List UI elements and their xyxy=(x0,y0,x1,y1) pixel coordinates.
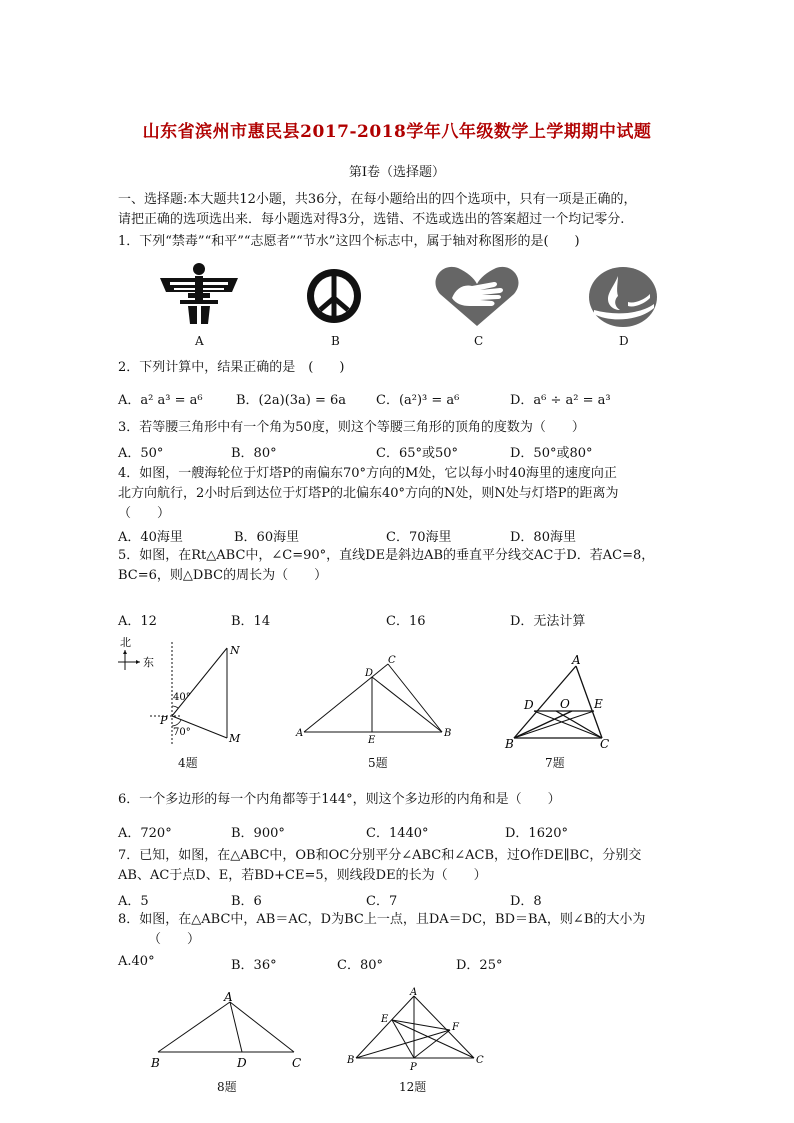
q5-option-a: A．12 xyxy=(118,614,157,629)
logo-peace-icon xyxy=(306,268,362,324)
q7-option-c: C．7 xyxy=(366,894,398,909)
figure-5-diagram xyxy=(296,652,456,744)
figure-4-caption: 4题 xyxy=(178,756,198,770)
figure-4-diagram xyxy=(112,634,252,746)
figure-12-diagram xyxy=(342,986,488,1074)
fig12-point-b: B xyxy=(347,1055,355,1066)
fig5-point-a: A xyxy=(296,728,304,739)
q7-option-d: D．8 xyxy=(510,894,542,909)
fig4-point-p: P xyxy=(160,714,168,727)
logo-anti-drug-icon xyxy=(158,262,240,328)
q4-line-3: （ ） xyxy=(118,506,171,521)
q4-option-b: B．60海里 xyxy=(234,530,300,545)
q6-option-a: A．720° xyxy=(118,826,172,841)
logo-label-a: A xyxy=(195,334,204,348)
logo-volunteer-icon xyxy=(434,264,520,328)
fig5-point-b: B xyxy=(444,728,452,739)
q2-option-c: C．(a²)³ = a⁶ xyxy=(376,393,460,408)
q5-option-c: C．16 xyxy=(386,614,426,629)
fig7-point-c: C xyxy=(600,737,610,751)
q4-line-2: 北方向航行，2小时后到达位于灯塔P的北偏东40°方向的N处，则N处与灯塔P的距离为 xyxy=(118,486,619,501)
figure-7-caption: 7题 xyxy=(545,756,565,770)
figure-8-caption: 8题 xyxy=(217,1080,237,1094)
q2-option-d: D．a⁶ ÷ a² = a³ xyxy=(510,393,611,408)
q4-option-a: A．40海里 xyxy=(118,530,183,545)
q2-option-b: B．(2a)(3a) = 6a xyxy=(236,393,347,408)
q5-line-2: BC=6，则△DBC的周长为（ ） xyxy=(118,568,328,583)
q7-line-2: AB、AC于点D、E，若BD+CE=5，则线段DE的长为（ ） xyxy=(118,868,487,883)
fig12-point-p: P xyxy=(410,1062,417,1073)
fig4-angle-40: 40° xyxy=(173,692,191,703)
fig12-point-c: C xyxy=(476,1055,484,1066)
fig7-point-o: O xyxy=(560,697,570,711)
logo-label-b: B xyxy=(331,334,340,348)
q6-option-c: C．1440° xyxy=(366,826,429,841)
q6-text: 6．一个多边形的每一个内角都等于144°，则这个多边形的内角和是（ ） xyxy=(118,792,561,807)
logo-water-saving-icon xyxy=(588,266,658,328)
figure-7-diagram xyxy=(502,652,620,750)
q4-line-1: 4．如图，一艘海轮位于灯塔P的南偏东70°方向的M处，它以每小时40海里的速度向正 xyxy=(118,466,617,481)
fig12-point-a: A xyxy=(410,987,418,998)
q3-option-c: C．65°或50° xyxy=(376,446,459,461)
figure-12-caption: 12题 xyxy=(399,1080,427,1094)
q3-option-b: B．80° xyxy=(231,446,277,461)
q8-option-d: D．25° xyxy=(456,958,503,973)
part-heading: 第Ⅰ卷（选择题） xyxy=(348,165,446,180)
fig12-point-e: E xyxy=(381,1014,389,1025)
fig5-point-d: D xyxy=(365,668,374,679)
page-title: 山东省滨州市惠民县2017-2018学年八年级数学上学期期中试题 xyxy=(142,122,652,142)
logo-label-d: D xyxy=(619,334,629,348)
fig4-point-m: M xyxy=(229,732,241,745)
q4-option-c: C．70海里 xyxy=(386,530,452,545)
q8-option-a: A.40° xyxy=(118,954,155,969)
q4-option-d: D．80海里 xyxy=(510,530,576,545)
figure-5-caption: 5题 xyxy=(368,756,388,770)
q7-line-1: 7．已知，如图，在△ABC中，OB和OC分别平分∠ABC和∠ACB，过O作DE∥BC，分别交 xyxy=(118,848,642,863)
fig5-point-c: C xyxy=(388,655,396,666)
fig12-point-f: F xyxy=(452,1022,459,1033)
fig4-angle-70: 70° xyxy=(173,727,191,738)
fig7-point-b: B xyxy=(505,737,514,751)
q3-option-d: D．50°或80° xyxy=(510,446,593,461)
fig8-point-b: B xyxy=(151,1056,160,1070)
intro-line-2: 请把正确的选项选出来．每小题选对得3分，选错、不选或选出的答案超过一个均记零分. xyxy=(118,212,625,227)
fig4-east-label: 东 xyxy=(143,656,154,669)
fig7-point-a: A xyxy=(572,653,581,667)
q1-text: 1．下列“禁毒”“和平”“志愿者”“节水”这四个标志中，属于轴对称图形的是( ) xyxy=(118,234,580,249)
q6-option-b: B．900° xyxy=(231,826,285,841)
q5-option-d: D．无法计算 xyxy=(510,614,586,629)
q7-option-b: B．6 xyxy=(231,894,262,909)
fig5-point-e: E xyxy=(368,735,376,746)
fig8-point-a: A xyxy=(224,990,233,1004)
fig8-point-d: D xyxy=(237,1056,247,1070)
intro-line-1: 一、选择题:本大题共12小题，共36分，在每小题给出的四个选项中，只有一项是正确的， xyxy=(118,192,637,207)
fig8-point-c: C xyxy=(292,1056,302,1070)
q3-option-a: A．50° xyxy=(118,446,164,461)
fig7-point-e: E xyxy=(594,697,603,711)
q8-line-1: 8．如图，在△ABC中，AB＝AC，D为BC上一点，且DA＝DC，BD＝BA，则∠B的大小为 xyxy=(118,912,646,927)
q7-option-a: A．5 xyxy=(118,894,149,909)
q6-option-d: D．1620° xyxy=(505,826,569,841)
q2-text: 2．下列计算中，结果正确的是 ( ) xyxy=(118,360,345,375)
fig7-point-d: D xyxy=(524,698,534,712)
logo-label-c: C xyxy=(474,334,484,348)
q5-option-b: B．14 xyxy=(231,614,271,629)
q2-option-a: A．a² a³ = a⁶ xyxy=(118,393,203,408)
fig4-north-label: 北 xyxy=(120,636,131,649)
q5-line-1: 5．如图，在Rt△ABC中，∠C=90°，直线DE是斜边AB的垂直平分线交AC于D．若AC=8， xyxy=(118,548,655,563)
q8-option-b: B．36° xyxy=(231,958,277,973)
figure-8-diagram xyxy=(146,990,306,1072)
q3-text: 3．若等腰三角形中有一个角为50度，则这个等腰三角形的顶角的度数为（ ） xyxy=(118,420,585,435)
q8-option-c: C．80° xyxy=(337,958,383,973)
fig4-point-n: N xyxy=(230,644,240,657)
q8-line-2: （ ） xyxy=(148,932,201,947)
